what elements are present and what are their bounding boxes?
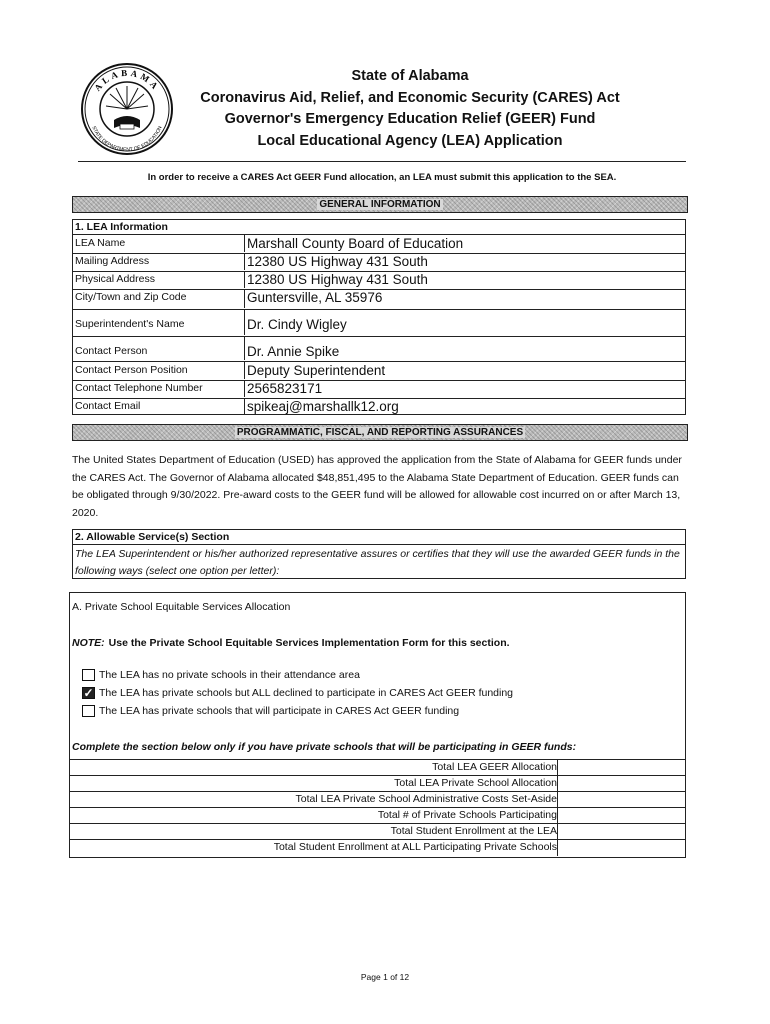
contact-person-row	[73, 337, 685, 362]
physical-address-field[interactable]: 12380 US Highway 431 South	[244, 271, 687, 288]
lea-enrollment-label: Total Student Enrollment at the LEA	[390, 825, 557, 837]
private-school-allocation-label: Total LEA Private School Allocation	[394, 777, 557, 789]
table-row	[70, 775, 685, 792]
header-act: Coronavirus Aid, Relief, and Economic Security (CARES) Act	[200, 89, 620, 106]
header-fund: Governor's Emergency Education Relief (GEER) Fund	[224, 111, 596, 127]
svg-text:ALABAMA: ALABAMA	[92, 67, 162, 93]
table-row	[70, 839, 685, 856]
option-will-participate[interactable]	[82, 705, 459, 717]
table-row	[70, 791, 685, 808]
option-no-private-schools-label: The LEA has no private schools in their attendance area	[99, 669, 360, 681]
superintendent-label: Superintendent's Name	[75, 318, 185, 330]
contact-person-label: Contact Person	[75, 345, 148, 357]
header-application: Local Educational Agency (LEA) Application	[257, 132, 563, 149]
admin-costs-set-aside-field[interactable]	[557, 792, 686, 808]
lea-name-label: LEA Name	[75, 237, 126, 249]
mailing-address-field[interactable]: 12380 US Highway 431 South	[244, 253, 687, 270]
lea-information-section	[72, 219, 686, 415]
table-row	[70, 759, 685, 776]
private-school-section	[69, 592, 686, 858]
superintendent-field[interactable]: Dr. Cindy Wigley	[244, 310, 687, 335]
contact-email-row	[73, 398, 685, 416]
private-school-heading: A. Private School Equitable Services Allocation	[72, 601, 291, 613]
private-enrollment-label: Total Student Enrollment at ALL Participating Private Schools	[273, 841, 557, 853]
checkbox-unchecked-icon[interactable]	[82, 705, 95, 717]
checkbox-unchecked-icon[interactable]	[82, 669, 95, 681]
city-zip-field[interactable]: Guntersville, AL 35976	[244, 289, 687, 308]
instruction-text: In order to receive a CARES Act GEER Fund allocation, an LEA must submit this application to the SEA.	[147, 172, 617, 183]
allowable-services-description: The LEA Superintendent or his/her authorized representative assures or certifies that they will use the awarded GEER funds in the following ways (select one option per letter):	[75, 548, 680, 577]
header-rule	[78, 161, 686, 162]
general-information-title: GENERAL INFORMATION	[319, 199, 441, 210]
contact-email-label: Contact Email	[75, 400, 141, 412]
general-information-band	[72, 196, 688, 213]
complete-section-note: Complete the section below only if you have private schools that will be participating in GEER funds:	[72, 741, 577, 753]
mailing-address-label: Mailing Address	[75, 255, 150, 267]
lea-enrollment-field[interactable]	[557, 824, 686, 840]
city-zip-row	[73, 289, 685, 310]
note-label: NOTE:	[72, 637, 105, 649]
physical-address-label: Physical Address	[75, 273, 155, 285]
header-state: State of Alabama	[351, 68, 469, 84]
option-all-declined-label: The LEA has private schools but ALL declined to participate in CARES Act GEER funding	[99, 687, 514, 699]
table-row	[70, 823, 685, 840]
geer-approval-paragraph: The United States Department of Education (USED) has approved the application from the State of Alabama for GEER funds under the CARES Act. The Governor of Alabama allocated $48,851,495 to the Alabama State Department of Education. GEER funds can be obligated through 9/30/2022. Pre-award costs to the GEER fund will be allowed for allowable cost incurred on or after March 13, 2020.	[72, 454, 682, 519]
contact-email-field[interactable]: spikeaj@marshallk12.org	[244, 398, 687, 415]
note-text: Use the Private School Equitable Services Implementation Form for this section.	[108, 637, 510, 649]
allowable-services-section	[72, 529, 686, 579]
checkbox-checked-icon[interactable]: ✓	[83, 686, 94, 700]
private-school-allocation-field[interactable]	[557, 776, 686, 792]
document-header	[180, 66, 640, 152]
city-zip-label: City/Town and Zip Code	[75, 291, 187, 303]
lea-name-row	[73, 235, 685, 254]
total-geer-allocation-label: Total LEA GEER Allocation	[432, 761, 557, 773]
admin-costs-set-aside-label: Total LEA Private School Administrative Costs Set-Aside	[295, 793, 557, 805]
lea-section-title: 1. LEA Information	[73, 220, 685, 235]
assurances-title: PROGRAMMATIC, FISCAL, AND REPORTING ASSURANCES	[236, 427, 524, 438]
contact-phone-label: Contact Telephone Number	[75, 382, 203, 394]
private-enrollment-field[interactable]	[557, 840, 686, 856]
contact-phone-field[interactable]: 2565823171	[244, 380, 687, 397]
contact-position-field[interactable]: Deputy Superintendent	[244, 362, 687, 379]
private-school-note	[72, 637, 510, 649]
option-all-declined[interactable]	[82, 687, 513, 699]
table-row	[70, 807, 685, 824]
private-schools-participating-field[interactable]	[557, 808, 686, 824]
total-geer-allocation-field[interactable]	[557, 760, 686, 776]
contact-position-row	[73, 362, 685, 381]
option-will-participate-label: The LEA has private schools that will participate in CARES Act GEER funding	[99, 705, 460, 717]
option-no-private-schools[interactable]	[82, 669, 360, 681]
contact-person-field[interactable]: Dr. Annie Spike	[244, 337, 687, 360]
lea-name-field[interactable]: Marshall County Board of Education	[244, 235, 687, 252]
state-seal-logo	[80, 62, 174, 156]
allowable-services-title: 2. Allowable Service(s) Section	[73, 530, 685, 545]
contact-phone-row	[73, 380, 685, 399]
physical-address-row	[73, 271, 685, 290]
contact-position-label: Contact Person Position	[75, 364, 188, 376]
mailing-address-row	[73, 253, 685, 272]
svg-text:STATE DEPARTMENT OF EDUCATION: STATE DEPARTMENT OF EDUCATION	[90, 125, 164, 154]
private-schools-participating-label: Total # of Private Schools Participating	[377, 809, 557, 821]
superintendent-row	[73, 310, 685, 337]
page-number: Page 1 of 12	[360, 972, 410, 982]
assurances-band	[72, 424, 688, 441]
